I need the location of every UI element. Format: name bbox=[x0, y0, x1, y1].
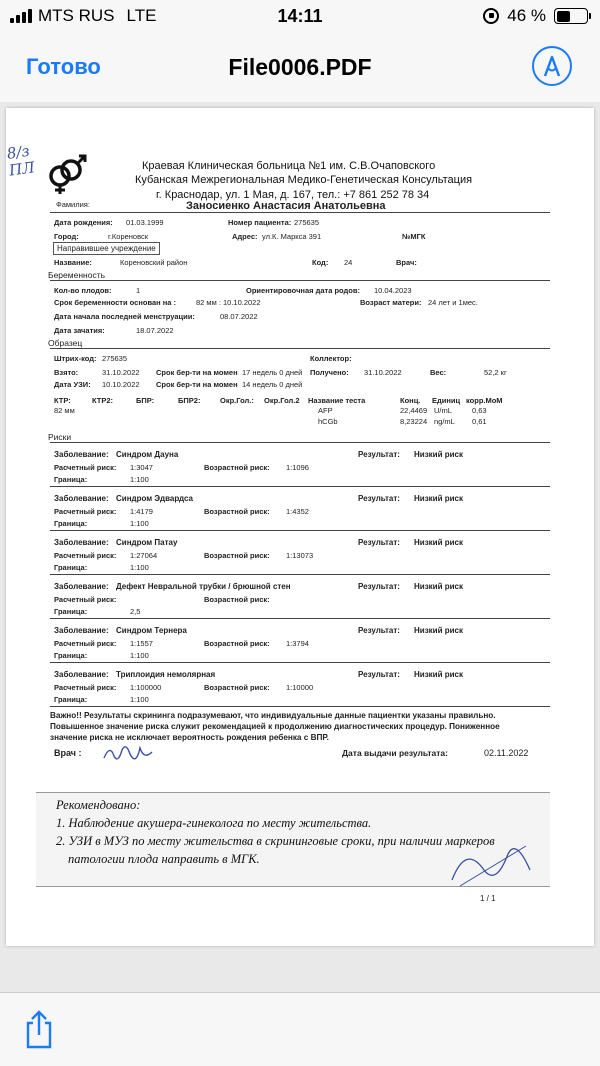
result-value: Низкий риск bbox=[414, 626, 463, 635]
sample-section: Образец bbox=[48, 338, 83, 348]
disease-name: Дефект Невральной трубки / брюшной стен bbox=[116, 582, 291, 591]
result-value: Низкий риск bbox=[414, 450, 463, 459]
disease-label: Заболевание: bbox=[54, 494, 109, 503]
conception-label: Дата зачатия: bbox=[54, 326, 105, 335]
term-taken-value: 17 недель 0 дней bbox=[242, 368, 303, 377]
term-us-value: 14 недель 0 дней bbox=[242, 380, 303, 389]
disease-name: Синдром Дауна bbox=[116, 450, 179, 459]
barcode-label: Штрих-код: bbox=[54, 354, 97, 363]
age-risk-value: 1:1096 bbox=[286, 463, 309, 472]
result-label: Результат: bbox=[358, 494, 400, 503]
city-value: г.Кореновск bbox=[108, 232, 149, 241]
lmp-label: Дата начала последней менструации: bbox=[54, 312, 195, 321]
test-unit: ng/mL bbox=[434, 417, 455, 426]
divider bbox=[50, 212, 550, 213]
hospital-name: Краевая Клиническая больница №1 им. С.В.Очаповского bbox=[142, 160, 436, 172]
calc-risk-label: Расчетный риск: bbox=[54, 507, 117, 516]
result-label: Результат: bbox=[358, 450, 400, 459]
okr-gol-header: Окр.Гол.: bbox=[220, 396, 254, 405]
disease-label: Заболевание: bbox=[54, 538, 109, 547]
due-date-value: 10.04.2023 bbox=[374, 286, 412, 295]
result-value: Низкий риск bbox=[414, 670, 463, 679]
fetuses-label: Кол-во плодов: bbox=[54, 286, 112, 295]
pdf-page bbox=[6, 108, 594, 946]
border-value: 1:100 bbox=[130, 695, 149, 704]
recommendation-2a: 2. УЗИ в МУЗ по месту жительства в скрининговые сроки, при наличии маркеров bbox=[56, 834, 495, 848]
margin-note: 8/з ПЛ bbox=[5, 141, 36, 180]
okr-gol2-header: Окр.Гол.2 bbox=[264, 396, 300, 405]
important-note: Важно!! Результаты скрининга подразумевают, что индивидуальные данные пациентки указаны правильно. Повышенное значение риска служит рекомендацией к продолжению диагностических процедур. Пониженное значение риска не исключает вероятность рождения ребенка с ВПР. bbox=[50, 711, 500, 742]
age-risk-label: Возрастной риск: bbox=[204, 595, 270, 604]
age-risk-label: Возрастной риск: bbox=[204, 463, 270, 472]
hospital-address: г. Краснодар, ул. 1 Мая, д. 167, тел.: +7 861 252 78 34 bbox=[156, 189, 430, 201]
taken-label: Взято: bbox=[54, 368, 79, 377]
risks-section: Риски bbox=[48, 432, 72, 442]
markup-pen-icon bbox=[541, 54, 563, 78]
test-unit-header: Единиц bbox=[432, 396, 461, 405]
us-date-value: 10.10.2022 bbox=[102, 380, 140, 389]
patient-name: Заносиенко Анастасия Анатольевна bbox=[186, 200, 386, 212]
ktr-header: КТР: bbox=[54, 396, 71, 405]
border-label: Граница: bbox=[54, 563, 88, 572]
border-value: 1:100 bbox=[130, 651, 149, 660]
calc-risk-value: 1:27064 bbox=[130, 551, 158, 560]
ktr-value: 82 мм bbox=[54, 406, 75, 415]
barcode-value: 275635 bbox=[102, 354, 128, 363]
risk-divider bbox=[50, 530, 550, 531]
recommendation-2b: патологии плода направить в МГК. bbox=[68, 852, 260, 866]
battery-level bbox=[557, 11, 570, 22]
age-risk-label: Возрастной риск: bbox=[204, 683, 270, 692]
us-date-label: Дата УЗИ: bbox=[54, 380, 91, 389]
birth-value: 01.03.1999 bbox=[126, 218, 164, 227]
disease-label: Заболевание: bbox=[54, 670, 109, 679]
border-label: Граница: bbox=[54, 695, 88, 704]
status-right bbox=[483, 6, 588, 26]
disease-name: Синдром Патау bbox=[116, 538, 178, 547]
result-date-value: 02.11.2022 bbox=[484, 748, 529, 758]
share-icon bbox=[22, 1009, 56, 1051]
doctor-label: Врач: bbox=[396, 258, 417, 267]
result-value: Низкий риск bbox=[414, 538, 463, 547]
risk-divider bbox=[50, 486, 550, 487]
calc-risk-value: 1:1557 bbox=[130, 639, 153, 648]
age-risk-label: Возрастной риск: bbox=[204, 551, 270, 560]
border-label: Граница: bbox=[54, 519, 88, 528]
birth-label: Дата рождения: bbox=[54, 218, 113, 227]
battery-icon bbox=[554, 8, 588, 24]
term-taken-label: Срок бер-ти на момен bbox=[156, 368, 238, 377]
bpr2-header: БПР2: bbox=[178, 396, 201, 405]
calc-risk-label: Расчетный риск: bbox=[54, 595, 117, 604]
calc-risk-label: Расчетный риск: bbox=[54, 463, 117, 472]
ktr2-header: КТР2: bbox=[92, 396, 114, 405]
recommendation-1: 1. Наблюдение акушера-гинеколога по месту жительства. bbox=[56, 816, 372, 830]
document-title: File0006.PDF bbox=[228, 54, 372, 80]
mgk-label: №МГК bbox=[402, 232, 426, 241]
mother-age-value: 24 лет и 1мес. bbox=[428, 298, 478, 307]
fetuses-value: 1 bbox=[136, 286, 141, 295]
border-value: 1:100 bbox=[130, 519, 149, 528]
calc-risk-value: 1:100000 bbox=[130, 683, 162, 692]
border-value: 1:100 bbox=[130, 475, 149, 484]
age-risk-value: 1:4352 bbox=[286, 507, 309, 516]
calc-risk-value: 1:3047 bbox=[130, 463, 153, 472]
calc-risk-label: Расчетный риск: bbox=[54, 639, 117, 648]
done-button[interactable]: Готово bbox=[26, 54, 101, 79]
weight-label: Вес: bbox=[430, 368, 447, 377]
result-label: Результат: bbox=[358, 582, 400, 591]
border-label: Граница: bbox=[54, 651, 88, 660]
carrier: MTS RUS bbox=[38, 6, 115, 25]
test-mom-header: корр.МоМ bbox=[466, 396, 503, 405]
risk-divider bbox=[50, 574, 550, 575]
calc-risk-label: Расчетный риск: bbox=[54, 551, 117, 560]
weight-value: 52,2 кг bbox=[484, 368, 507, 377]
pregnancy-section: Беременность bbox=[48, 270, 106, 280]
test-unit: U/mL bbox=[434, 406, 452, 415]
markup-button[interactable] bbox=[532, 46, 572, 86]
clock: 14:11 bbox=[277, 6, 323, 26]
result-value: Низкий риск bbox=[414, 494, 463, 503]
network-type: LTE bbox=[126, 6, 157, 25]
divider bbox=[50, 348, 550, 349]
test-name: AFP bbox=[318, 406, 333, 415]
recommendations bbox=[56, 798, 495, 870]
risk-divider bbox=[50, 706, 550, 707]
patient-no-label: Номер пациента: bbox=[228, 218, 292, 227]
risk-divider bbox=[50, 618, 550, 619]
consultation-name: Кубанская Межрегиональная Медико-Генетическая Консультация bbox=[135, 174, 473, 186]
navigation-bar bbox=[0, 34, 600, 102]
test-conc-header: Конц. bbox=[400, 396, 421, 405]
age-risk-value: 1:13073 bbox=[286, 551, 314, 560]
rotation-lock-icon bbox=[483, 8, 499, 24]
received-label: Получено: bbox=[310, 368, 349, 377]
result-label: Результат: bbox=[358, 538, 400, 547]
stamp-signature-icon bbox=[446, 840, 536, 890]
result-label: Результат: bbox=[358, 626, 400, 635]
collector-label: Коллектор: bbox=[310, 354, 352, 363]
calc-risk-value: 1:4179 bbox=[130, 507, 153, 516]
border-label: Граница: bbox=[54, 475, 88, 484]
disease-label: Заболевание: bbox=[54, 582, 109, 591]
received-value: 31.10.2022 bbox=[364, 368, 402, 377]
disease-label: Заболевание: bbox=[54, 450, 109, 459]
gender-logo-icon bbox=[44, 152, 88, 196]
disease-name: Синдром Тернера bbox=[116, 626, 187, 635]
age-risk-value: 1:10000 bbox=[286, 683, 314, 692]
pdf-viewer[interactable] bbox=[0, 102, 600, 992]
recommended-label: Рекомендовано: bbox=[56, 798, 141, 812]
test-mom: 0,63 bbox=[472, 406, 487, 415]
border-value: 2,5 bbox=[130, 607, 141, 616]
test-conc: 8,23224 bbox=[400, 417, 428, 426]
age-risk-label: Возрастной риск: bbox=[204, 639, 270, 648]
lmp-value: 08.07.2022 bbox=[220, 312, 258, 321]
divider bbox=[50, 280, 550, 281]
disease-name: Триплоидия немолярная bbox=[116, 670, 216, 679]
age-risk-value: 1:3794 bbox=[286, 639, 309, 648]
test-name: hCGb bbox=[318, 417, 338, 426]
signature-icon bbox=[100, 740, 156, 766]
test-name-header: Название теста bbox=[308, 396, 366, 405]
surname-label: Фамилия: bbox=[56, 200, 90, 209]
taken-value: 31.10.2022 bbox=[102, 368, 140, 377]
disease-label: Заболевание: bbox=[54, 626, 109, 635]
name-label: Название: bbox=[54, 258, 92, 267]
address-label: Адрес: bbox=[232, 232, 258, 241]
term-value: 82 мм : 10.10.2022 bbox=[196, 298, 261, 307]
city-label: Город: bbox=[54, 232, 79, 241]
due-date-label: Ориентировочная дата родов: bbox=[246, 286, 360, 295]
test-conc: 22,4469 bbox=[400, 406, 428, 415]
disease-name: Синдром Эдвардса bbox=[116, 494, 193, 503]
status-bar bbox=[0, 0, 600, 34]
divider bbox=[50, 442, 550, 443]
doctor-signature bbox=[100, 740, 156, 771]
battery-percent: 46 % bbox=[507, 6, 546, 25]
calc-risk-label: Расчетный риск: bbox=[54, 683, 117, 692]
result-value: Низкий риск bbox=[414, 582, 463, 591]
age-risk-label: Возрастной риск: bbox=[204, 507, 270, 516]
result-date-label: Дата выдачи результата: bbox=[342, 748, 448, 758]
page-number: 1 / 1 bbox=[480, 894, 496, 903]
code-label: Код: bbox=[312, 258, 329, 267]
term-us-label: Срок бер-ти на момен bbox=[156, 380, 238, 389]
name-value: Кореновский район bbox=[120, 258, 188, 267]
term-label: Срок беременности основан на : bbox=[54, 298, 177, 307]
result-label: Результат: bbox=[358, 670, 400, 679]
code-value: 24 bbox=[344, 258, 353, 267]
patient-no-value: 275635 bbox=[294, 218, 320, 227]
bottom-toolbar bbox=[0, 992, 600, 1066]
test-mom: 0,61 bbox=[472, 417, 487, 426]
border-label: Граница: bbox=[54, 607, 88, 616]
risk-divider bbox=[50, 662, 550, 663]
referring-institution-label: Направившее учреждение bbox=[53, 242, 160, 255]
bpr-header: БПР: bbox=[136, 396, 155, 405]
doctor-sign-label: Врач : bbox=[54, 748, 82, 758]
share-button[interactable] bbox=[22, 1009, 56, 1051]
mother-age-label: Возраст матери: bbox=[360, 298, 422, 307]
conception-value: 18.07.2022 bbox=[136, 326, 174, 335]
address-value: ул.К. Маркса 391 bbox=[262, 232, 322, 241]
border-value: 1:100 bbox=[130, 563, 149, 572]
